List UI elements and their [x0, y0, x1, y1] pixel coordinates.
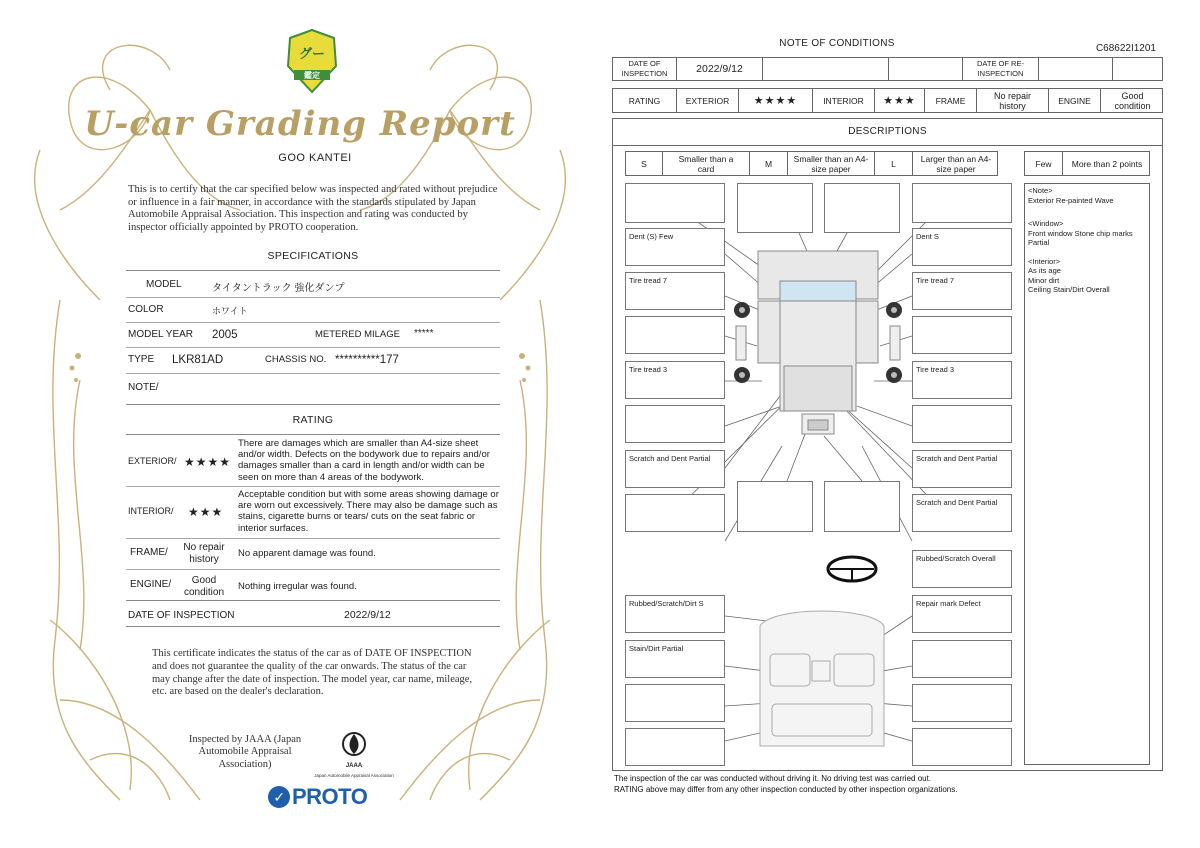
divider	[126, 404, 500, 405]
divider	[126, 322, 500, 323]
exterior-box-right-2: Dent S	[912, 228, 1012, 266]
document-code: C68622I1201	[1095, 43, 1156, 54]
badge-top-text: グー	[298, 46, 325, 61]
exterior-box-right-4	[912, 316, 1012, 354]
empty-cell	[763, 58, 889, 80]
divider	[126, 626, 500, 627]
interior-box-left-4	[625, 728, 725, 766]
model-year-label: MODEL YEAR	[128, 329, 194, 340]
disclaimer-line-1: The inspection of the car was conducted without driving it. No driving test was carried out.	[614, 774, 932, 783]
exterior-box-bottom-mid-left	[737, 481, 813, 532]
specifications-heading: SPECIFICATIONS	[267, 250, 359, 262]
note-group	[1028, 186, 1146, 205]
chassis-label: CHASSIS NO.	[265, 354, 327, 365]
proto-mark-icon: ✓	[268, 786, 290, 808]
interior-group	[1028, 257, 1146, 295]
inspected-by-text: Inspected by JAAA (Japan Automobile Appraisal Association)	[188, 734, 302, 770]
empty-cell	[889, 58, 963, 80]
interior-box-right-4	[912, 684, 1012, 722]
window-group	[1028, 219, 1146, 248]
exterior-box-left-3: Tire tread 7	[625, 272, 725, 310]
frame-value: No repair history	[977, 89, 1049, 112]
color-value: ホワイト	[212, 306, 248, 316]
legend-s-description: Smaller than a card	[663, 152, 750, 175]
date-of-inspection-label: DATE OF INSPECTION	[613, 58, 677, 80]
interior-box-left-1: Rubbed/Scratch/Dirt S	[625, 595, 725, 633]
divider	[126, 434, 500, 435]
interior-stars: ★★★	[188, 505, 224, 519]
divider	[126, 270, 500, 271]
exterior-stars: ★★★★	[184, 455, 232, 469]
exterior-description: There are damages which are smaller than A4-size sheet and/or width. Defects on the bodywork due to repairs and/or damages smaller than a card in length and/or width can be seen on more than 4 areas of the bodywork.	[238, 438, 490, 483]
divider	[126, 297, 500, 298]
interior-stars: ★★★	[875, 89, 925, 112]
exterior-label: EXTERIOR	[677, 89, 739, 112]
legend-l-description: Larger than an A4-size paper	[920, 153, 992, 174]
engine-label: ENGINE/	[130, 579, 172, 590]
window-heading: <Window>	[1028, 219, 1064, 228]
badge-bottom-text: 鑑定	[304, 71, 320, 80]
legend-few: Few	[1025, 152, 1063, 175]
divider	[126, 538, 500, 539]
exterior-box-top-mid-right	[824, 183, 900, 233]
interior-box-left-2: Stain/Dirt Partial	[625, 640, 725, 678]
divider	[126, 486, 500, 487]
legend-m-description: Smaller than an A4-size paper	[788, 152, 875, 175]
interior-box-left-3	[625, 684, 725, 722]
interior-line-2: Minor dirt	[1028, 275, 1060, 285]
few-legend	[1024, 151, 1150, 176]
exterior-label: EXTERIOR/	[128, 456, 177, 466]
report-subtitle: GOO KANTEI	[278, 152, 352, 164]
chassis-value: **********177	[335, 354, 399, 366]
descriptions-heading: DESCRIPTIONS	[612, 118, 1163, 146]
date-of-reinspection-label: DATE OF RE-INSPECTION	[963, 58, 1039, 80]
disclaimer	[614, 773, 957, 795]
interior-line-1: As its age	[1028, 266, 1061, 275]
steering-wheel-icon	[828, 557, 876, 581]
engine-value: Good condition	[1114, 90, 1151, 111]
interior-label: INTERIOR	[813, 89, 875, 112]
divider	[126, 600, 500, 601]
metered-milage-value: *****	[414, 328, 434, 339]
window-text: Front window Stone chip marks Partial	[1028, 228, 1133, 247]
interior-box-right-2: Repair mark Defect	[912, 595, 1012, 633]
date-of-inspection-value: 2022/9/12	[344, 609, 391, 621]
interior-line-3: Ceiling Stain/Dirt Overall	[1028, 285, 1110, 294]
exterior-box-right-7: Scratch and Dent Partial	[912, 450, 1012, 488]
exterior-box-right-3: Tire tread 7	[912, 272, 1012, 310]
notes-panel	[1024, 183, 1150, 765]
engine-value: Good condition	[183, 575, 225, 598]
legend-s: S	[626, 152, 663, 175]
exterior-box-bottom-mid-right	[824, 481, 900, 532]
note-label: NOTE/	[128, 382, 159, 393]
color-label: COLOR	[128, 304, 164, 315]
date-of-inspection-label: DATE OF INSPECTION	[128, 610, 235, 621]
jaaa-logo-icon	[340, 730, 368, 762]
rating-label: RATING	[613, 89, 677, 112]
divider	[126, 347, 500, 348]
certification-statement: This is to certify that the car specified below was inspected and rated without prejudice or influence in a fair manner, in accordance with the standards stipulated by Japan Automobile Appraisal Association. This inspection and rating was conducted by inspector officially appointed by PROTO cooperation.	[128, 184, 498, 233]
exterior-box-right-5: Tire tread 3	[912, 361, 1012, 399]
model-year-value: 2005	[212, 329, 238, 341]
legend-few-description: More than 2 points	[1071, 158, 1143, 169]
exterior-box-right-6	[912, 405, 1012, 443]
date-of-inspection-value: 2022/9/12	[677, 58, 763, 80]
dates-row	[612, 57, 1163, 81]
interior-box-right-1: Rubbed/Scratch Overall	[912, 550, 1012, 588]
exterior-box-left-2: Dent (S) Few	[625, 228, 725, 266]
frame-description: No apparent damage was found.	[238, 548, 376, 559]
interior-label: INTERIOR/	[128, 506, 174, 516]
note-text: Exterior Re-painted Wave	[1028, 195, 1114, 205]
interior-box-right-5	[912, 728, 1012, 766]
exterior-box-left-6	[625, 405, 725, 443]
interior-box-right-3	[912, 640, 1012, 678]
divider	[126, 373, 500, 374]
exterior-box-left-5: Tire tread 3	[625, 361, 725, 399]
rating-heading: RATING	[292, 414, 334, 426]
model-value: タイタントラック 強化ダンプ	[212, 283, 345, 294]
type-label: TYPE	[128, 354, 155, 365]
exterior-box-right-8: Scratch and Dent Partial	[912, 494, 1012, 532]
ratings-row	[612, 88, 1163, 113]
empty-cell	[1113, 58, 1164, 80]
certificate-footer-text: This certificate indicates the status of the car as of DATE OF INSPECTION and does not guarantee the quality of the car onwards. The status of the car may change after the date of inspection. The model year, car name, mileage, etc. are based on the dealer's declaration.	[152, 648, 473, 698]
note-of-conditions-title: NOTE OF CONDITIONS	[779, 38, 895, 49]
report-title: U-car Grading Report	[84, 104, 516, 144]
model-label: MODEL	[146, 279, 182, 290]
jaaa-full-name: Japan Automobile Appraisal Association	[314, 773, 394, 778]
legend-m: M	[750, 152, 788, 175]
exterior-box-left-7: Scratch and Dent Partial	[625, 450, 725, 488]
frame-label: FRAME	[925, 89, 977, 112]
disclaimer-line-2: RATING above may differ from any other inspection conducted by other inspection organizations.	[614, 785, 958, 794]
exterior-box-right-1	[912, 183, 1012, 223]
size-legend	[625, 151, 998, 176]
exterior-box-left-8	[625, 494, 725, 532]
engine-description: Nothing irregular was found.	[238, 581, 357, 592]
note-heading: <Note>	[1028, 186, 1053, 195]
metered-milage-label: METERED MILAGE	[315, 329, 400, 340]
engine-label: ENGINE	[1049, 89, 1101, 112]
interior-heading: <Interior>	[1028, 256, 1061, 266]
type-value: LKR81AD	[172, 354, 224, 366]
legend-l: L	[875, 152, 913, 175]
frame-label: FRAME/	[130, 547, 168, 558]
divider	[126, 569, 500, 570]
proto-logo: ✓ PROTO	[268, 784, 367, 810]
exterior-box-left-4	[625, 316, 725, 354]
jaaa-abbreviation: JAAA	[345, 763, 363, 769]
exterior-box-top-mid-left	[737, 183, 813, 233]
empty-cell	[1039, 58, 1113, 80]
exterior-box-left-1	[625, 183, 725, 223]
exterior-stars: ★★★★	[739, 89, 813, 112]
frame-value: No repair history	[183, 542, 225, 565]
interior-description: Acceptable condition but with some areas showing damage or are worn out excessively. There may also be damage such as stains, cigarette burns or tears/ cuts on the seat fabric or interior surfaces.	[238, 489, 499, 534]
